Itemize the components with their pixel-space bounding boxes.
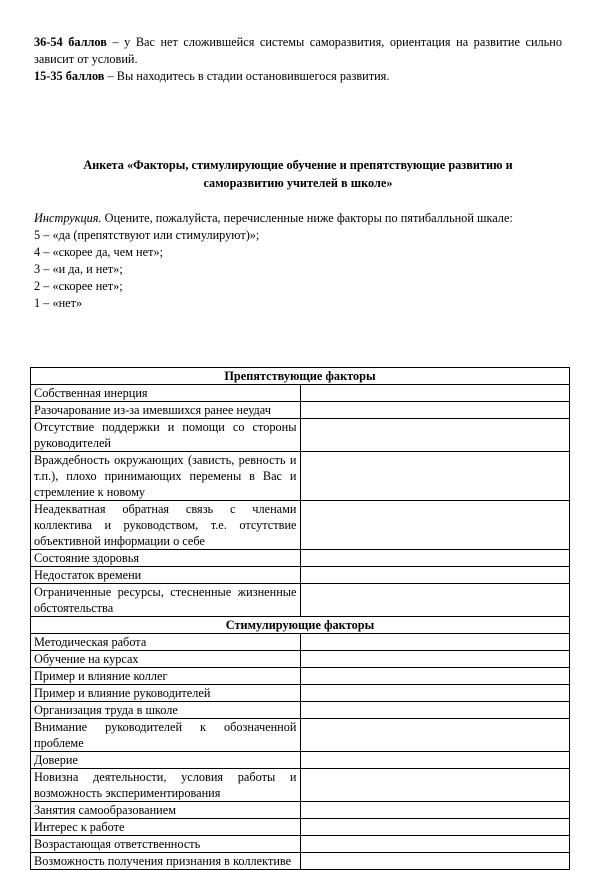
score-cell[interactable] [300,836,570,853]
score-cell[interactable] [300,752,570,769]
score-description: – у Вас нет сложившейся системы саморазвития, ориентация на развитие сильно зависит от условий. [34,35,562,66]
instruction-label: Инструкция. [34,211,102,225]
table-row [31,385,570,402]
factor-label: Новизна деятельности, условия работы и возможность экспериментирования [31,769,301,802]
score-cell[interactable] [300,550,570,567]
instruction [34,210,562,227]
table-row [31,634,570,651]
score-cell[interactable] [300,702,570,719]
factors-table [30,367,570,870]
scale-item: 3 – «и да, и нет»; [34,262,123,276]
table-row [31,685,570,702]
factor-label: Разочарование из-за имевшихся ранее неудач [31,402,301,419]
questionnaire-title [34,156,562,192]
factor-label: Ограниченные ресурсы, стесненные жизненные обстоятельства [31,584,301,617]
table-row [31,769,570,802]
factor-label: Собственная инерция [31,385,301,402]
factor-label: Интерес к работе [31,819,301,836]
factor-label: Доверие [31,752,301,769]
factor-label: Занятия самообразованием [31,802,301,819]
table-row [31,501,570,550]
table-row [31,668,570,685]
table-row [31,702,570,719]
factor-label: Состояние здоровья [31,550,301,567]
score-cell[interactable] [300,802,570,819]
score-cell[interactable] [300,385,570,402]
table-row [31,853,570,870]
table-section-header [31,368,570,385]
score-cell[interactable] [300,819,570,836]
score-cell[interactable] [300,584,570,617]
factor-label: Пример и влияние коллег [31,668,301,685]
factor-label: Возможность получения признания в коллективе [31,853,301,870]
score-cell[interactable] [300,719,570,752]
score-cell[interactable] [300,567,570,584]
table-row [31,419,570,452]
score-cell[interactable] [300,501,570,550]
table-row [31,402,570,419]
table-row [31,752,570,769]
score-cell[interactable] [300,651,570,668]
score-cell[interactable] [300,634,570,651]
factor-label: Методическая работа [31,634,301,651]
factor-label: Недостаток времени [31,567,301,584]
score-cell[interactable] [300,685,570,702]
scale-item: 1 – «нет» [34,296,83,310]
factor-label: Пример и влияние руководителей [31,685,301,702]
scale-item: 2 – «скорее нет»; [34,279,123,293]
score-interpretation-2 [34,68,562,85]
table-row [31,819,570,836]
table-section-header [31,617,570,634]
factor-label: Отсутствие поддержки и помощи со стороны руководителей [31,419,301,452]
factor-label: Организация труда в школе [31,702,301,719]
score-cell[interactable] [300,769,570,802]
table-row [31,719,570,752]
factor-label: Враждебность окружающих (зависть, ревность и т.п.), плохо принимающих перемены в Вас и стремление к новому [31,452,301,501]
table-row [31,802,570,819]
hindering-factors-header: Препятствующие факторы [31,368,570,385]
scale-item: 5 – «да (препятствуют или стимулируют)»; [34,228,260,242]
score-range: 36-54 баллов [34,35,107,49]
score-interpretation-1 [34,34,562,68]
factor-label: Возрастающая ответственность [31,836,301,853]
factor-label: Неадекватная обратная связь с членами коллектива и руководством, т.е. отсутствие объективной информации о себе [31,501,301,550]
score-cell[interactable] [300,419,570,452]
table-row [31,452,570,501]
score-cell[interactable] [300,668,570,685]
factor-label: Обучение на курсах [31,651,301,668]
instruction-text: Оцените, пожалуйста, перечисленные ниже факторы по пятибалльной шкале: [101,211,513,225]
score-cell[interactable] [300,402,570,419]
scale-item: 4 – «скорее да, чем нет»; [34,245,164,259]
title-line: Анкета «Факторы, стимулирующие обучение и препятствующие развитию и [83,158,513,172]
factor-label: Внимание руководителей к обозначенной проблеме [31,719,301,752]
document-page [34,34,562,312]
table-row [31,550,570,567]
score-description: – Вы находитесь в стадии остановившегося развития. [104,69,390,83]
stimulating-factors-header: Стимулирующие факторы [31,617,570,634]
table-row [31,567,570,584]
table-row [31,584,570,617]
score-cell[interactable] [300,452,570,501]
table-row [31,836,570,853]
score-range: 15-35 баллов [34,69,105,83]
title-line: саморазвитию учителей в школе» [203,176,393,190]
score-cell[interactable] [300,853,570,870]
table-row [31,651,570,668]
